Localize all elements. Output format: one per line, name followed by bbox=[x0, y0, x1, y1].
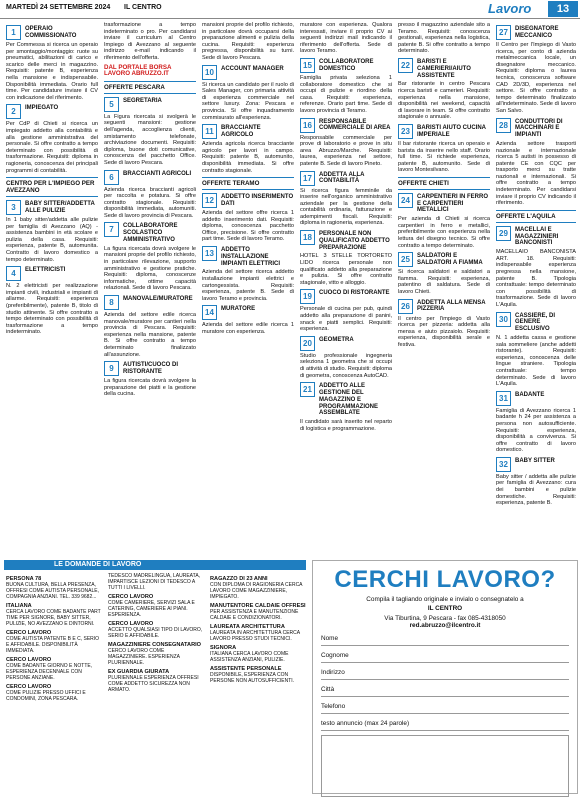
request-heading: MAGAZZINIERE CONSEGNATARIO bbox=[108, 642, 202, 648]
request-heading: ITALIANA bbox=[6, 603, 32, 609]
ad-number: 7 bbox=[104, 222, 119, 237]
ad-continuation: presso il magazzino aziendale sito a Teramo. Requisiti: conoscenza gestionali, esperienza nella logistica, patente B. Si offre contratto a tempo determinato. bbox=[398, 22, 490, 55]
request-text: ACCETTO QUALSIASI TIPO DI LAVORO, SERIO E AFFIDABILE. bbox=[108, 627, 203, 639]
ad-number: 2 bbox=[6, 104, 21, 119]
ad-body: HOTEL 3 STELLE TORTORETO LIDO ricerca personale non qualificato addetto alla preparazione e pulizia. Si offre contratto stagionale, vitto e alloggio. bbox=[300, 253, 392, 286]
ad-number: 26 bbox=[398, 299, 413, 314]
ad-body: Famiglia privata seleziona 1 collaboratore domestico che si occupi di pulizie e riordino della casa. Requisiti: esperienza, referenze. Orario part time. Sede di lavoro provincia di Teramo. bbox=[300, 74, 392, 114]
ad-title: BABY SITTER bbox=[515, 457, 555, 464]
request-text: COME PULIZIE PRESSO UFFICI E CONDOMINI, ZONA PESCARA. bbox=[6, 690, 86, 702]
page-number: 13 bbox=[548, 1, 578, 17]
ad-title: BARISTI E CAMERIERI/AIUTO ASSISTENTE bbox=[417, 58, 471, 79]
ad-body: Azienda del settore offre ricerca 1 addetto inserimento dati. Requisiti: diploma, conoscenza pacchetto Office, precisione. Si offre contratto part time. Sede di lavoro Teramo. bbox=[202, 210, 294, 243]
ad-title: SEGRETARIA bbox=[123, 97, 162, 104]
request-text: CERCA LAVORO COME BADANTE PART TIME PER SIGNORE, BABY SITTER, PULIZIE, NO AVEZZANO E DINTORNI. bbox=[6, 609, 101, 627]
ad-body: Azienda ricerca braccianti agricoli per raccolta e potatura. Si offre contratto stagionale. Requisiti: disponibilità immediata, automuniti. Sede di lavoro provincia di Pescara. bbox=[104, 186, 196, 219]
ad-heading bbox=[496, 312, 576, 333]
section-banner: OFFERTE TERAMO bbox=[202, 177, 294, 190]
request-text: PLURIENNALE ESPERIENZA OFFRESI COME ADDETTO SICUREZZA NON ARMATO. bbox=[108, 675, 199, 693]
ad-number: 15 bbox=[300, 58, 315, 73]
form-email: red.abruzzo@ilcentro.it bbox=[409, 622, 481, 629]
form-field-città[interactable]: Città bbox=[321, 680, 569, 697]
ad-title: CONDUTTORI DI MACCHINARI E IMPIANTI bbox=[515, 118, 563, 139]
ad-heading bbox=[104, 222, 196, 243]
ad-number: 16 bbox=[300, 118, 315, 133]
requests-column-c bbox=[210, 573, 306, 793]
ad-number: 21 bbox=[300, 382, 315, 397]
ad-number: 8 bbox=[104, 295, 119, 310]
form-address: Via Tiburtina, 9 Pescara - fax 085-4318050 bbox=[384, 615, 506, 622]
request-heading: LAUREATA ARCHITETTURA bbox=[210, 624, 285, 630]
ad-title: ADDETTO ALLE GESTIONE DEL MAGAZZINO E PROGRAMMAZIONE ASSEMBLATE bbox=[319, 383, 378, 417]
ad-title: ADDETTA ALLA MENSA PIZZERIA bbox=[417, 299, 486, 313]
form-field-nome[interactable]: Nome bbox=[321, 629, 569, 646]
ad-title: DISEGNATORE MECCANICO bbox=[515, 26, 559, 39]
ad-heading bbox=[300, 336, 392, 351]
ad-body: Azienda settore trasporti nazionale e internazionale ricerca 5 autisti in possesso di patente CE con CQC per trasporto merci su tratte nazionali e internazionali. Si offre contratto a tempo indeterminato. Per candidarsi inviare il proprio CV indicando il riferimento. bbox=[496, 140, 576, 207]
section-banner: OFFERTE CHIETI bbox=[398, 177, 490, 190]
request-heading: CERCO LAVORO bbox=[108, 621, 154, 627]
request-text: DISPONIBILE, ESPERIENZA CON PERSONE NON AUTOSUFFICIENTI. bbox=[210, 672, 295, 684]
ad-body: Si ricerca un candidato per il ruolo di Sales Manager, con primaria attività di esperienza commerciale nel settore luxury. Zona: Pescara e provincia. Si offre inquadramento commisurato all'esperienza. bbox=[202, 81, 294, 121]
ad-body: N. 1 addetta cassa e gestione sala sommeliere (anche addetti ristorante). Requisiti: esperienza, conoscenza delle lingue straniere. Tipologia contrattuale: tempo determinato. Sede di lavoro L'Aquila. bbox=[496, 334, 576, 388]
ad-heading bbox=[496, 391, 576, 406]
ad-number: 12 bbox=[202, 193, 217, 208]
ad-heading bbox=[398, 252, 490, 267]
ad-heading bbox=[398, 193, 490, 214]
ad-heading bbox=[300, 289, 392, 304]
ad-title: COLLABORATORE SCOLASTICO AMMINISTRATIVO bbox=[123, 223, 178, 244]
ad-title: COLLABORATORE DOMESTICO bbox=[319, 58, 374, 72]
ad-number: 30 bbox=[496, 312, 511, 327]
ad-title: MACELLAI E MAGAZZINIERI BANCONISTI bbox=[515, 226, 559, 247]
request-heading: CERCO LAVORO bbox=[6, 630, 52, 636]
request-text: COME AUTISTA PATENTE B E C, SERIO E AFFIDABILE. DISPONIBILITÀ IMMEDIATA. bbox=[6, 636, 100, 654]
request-heading: MANUTENTORE CALDAIE OFFRESI bbox=[210, 603, 306, 609]
ad-heading bbox=[398, 124, 490, 139]
ad-number: 11 bbox=[202, 124, 217, 139]
ad-heading bbox=[6, 266, 98, 281]
ad-heading bbox=[398, 58, 490, 79]
ad-title: IMPIEGATO bbox=[25, 105, 59, 112]
ad-body: Il centro per l'impiego di Vasto ricerca per pizzeria: addetta alla mensa e aiuto pizzaiolo. Requisiti: esperienza, disponibilità serale e festiva. bbox=[398, 315, 490, 348]
form-textarea-label: testo annuncio (max 24 parole) bbox=[321, 714, 569, 731]
ad-heading bbox=[496, 226, 576, 247]
ad-heading bbox=[202, 65, 294, 80]
ad-body: Per azienda di Chieti si ricerca carpentieri in ferro e metallici, preferibilmente con esperienza nella lettura del disegno tecnico. Si offre contratto a tempo determinato. bbox=[398, 216, 490, 249]
form-field-cognome[interactable]: Cognome bbox=[321, 646, 569, 663]
column-1 bbox=[6, 22, 98, 557]
ad-heading bbox=[6, 200, 98, 215]
ad-heading bbox=[6, 25, 98, 40]
request-text: TEDESCO MADRELINGUA, LAUREATA, IMPARTISCE LEZIONI DI TEDESCO A TUTTI I LIVELLI. bbox=[108, 573, 201, 591]
request-heading: EX GUARDIA GIURATA bbox=[108, 669, 170, 675]
ad-number: 19 bbox=[300, 289, 315, 304]
ad-title: CARPENTIERI IN FERRO E CARPENTIERI METALLICI bbox=[417, 193, 489, 214]
request-heading: CERCO LAVORO bbox=[108, 594, 154, 600]
ad-body: Famiglia di Avezzano ricerca 1 badante h 24 per assistenza a persona non autosufficiente. Requisiti: esperienza, disponibilità a convivenza. Si offre contratto di lavoro domestico. bbox=[496, 407, 576, 454]
ad-heading bbox=[202, 193, 294, 208]
ad-continuation: muratore con esperienza. Qualora interessati, inviare il proprio CV ai seguenti indirizzi mail indicando il riferimento dell'offerta. Sede di lavoro Teramo. bbox=[300, 22, 392, 55]
ad-heading bbox=[300, 382, 392, 417]
header-date: MARTEDÌ 24 SETTEMBRE 2024 bbox=[6, 4, 111, 11]
request-heading: SIGNORA bbox=[210, 645, 237, 651]
ad-body: La Figura ricercata si svolgerà le seguenti mansioni: gestione dell'agenda, accoglienza clienti, smistamento telefonate, archiviazione documenti. Requisiti: diploma, buone doti comunicative, conoscenza del pacchetto Office. Sede di lavoro Pescara. bbox=[104, 113, 196, 166]
ad-body: Personale di cucina per pub, quindi addetto alla preparazione di panini, snack e piatti semplici. Requisiti: esperienza. bbox=[300, 306, 392, 333]
ad-number: 28 bbox=[496, 118, 511, 133]
ad-title: RESPONSABILE COMMERCIALE DI AREA bbox=[319, 118, 391, 132]
header-brand: IL CENTRO bbox=[124, 4, 162, 11]
ad-title: OPERAIO COMMISSIONATO bbox=[25, 26, 77, 39]
ad-number: 32 bbox=[496, 457, 511, 472]
form-field-indirizzo[interactable]: Indirizzo bbox=[321, 663, 569, 680]
section-banner: OFFERTE PESCARA bbox=[104, 81, 196, 94]
ad-title: BADANTE bbox=[515, 391, 545, 398]
ad-title: SALDATORI E SALDATORI A FIAMMA bbox=[417, 253, 483, 267]
ad-body: Per CdP di Chieti si ricerca un impiegato addetto alla contabilità e alla gestione amministrativa del personale. Si offre contratto a tempo determinato con possibilità di trasformazione. Requisiti: diploma in ragioneria, conoscenza dei principali programmi di contabilità. bbox=[6, 121, 98, 174]
ad-heading bbox=[104, 295, 196, 310]
request-text: COME CAMERIERE, SERVIZI SALA E CATERING, CAMERIERE AI PIANI. ESPERIENZA. bbox=[108, 600, 195, 618]
ad-body: Studio professionale ingegneria seleziona 1 geometra che si occupi di attività di studio. Requisiti: diploma di geometra, conoscenza AutoCAD. bbox=[300, 352, 392, 379]
ad-continuation: trasformazione a tempo indeterminato o pro. Per candidarsi inviare il curriculum al Centro Impiego di Avezzano al seguente indirizzo e-mail indicando il riferimento dell'offerta. bbox=[104, 22, 196, 61]
request-heading: CERCO LAVORO bbox=[6, 657, 52, 663]
ad-heading bbox=[496, 118, 576, 139]
ad-body: Azienda del settore edile ricerca 1 muratore con esperienza. bbox=[202, 322, 294, 336]
ad-title: GEOMETRA bbox=[319, 336, 354, 343]
ad-title: ADDETTO INSTALLAZIONE IMPIANTI ELETTRICI bbox=[221, 247, 280, 267]
ad-number: 29 bbox=[496, 226, 511, 241]
ad-number: 4 bbox=[6, 266, 21, 281]
ad-body: Azienda del settore edile ricerca manovale/muratore per cantieri nella provincia di Pescara. Requisiti: esperienza nella mansione, patente B. Si offre contratto a tempo determinato finalizzato all'assunzione. bbox=[104, 312, 196, 358]
ad-heading bbox=[300, 118, 392, 133]
ad-heading bbox=[104, 361, 196, 376]
ad-body: Si ricerca saldatori e saldatori a fiamma. Requisiti: esperienza, patentino di saldatura. Sede di lavoro Chieti. bbox=[398, 269, 490, 296]
ad-body: Si ricerca figura femminile da inserire nell'organico amministrativo aziendale per la gestione della contabilità ordinaria, fatturazione e adempimenti fiscali. Requisiti: diploma in ragioneria, esperienza. bbox=[300, 187, 392, 227]
request-heading: ASSISTENTE PERSONALE bbox=[210, 666, 282, 672]
ad-heading bbox=[104, 170, 196, 185]
ad-number: 14 bbox=[202, 305, 217, 320]
column-4 bbox=[300, 22, 392, 557]
ad-number: 23 bbox=[398, 124, 413, 139]
request-text: COME BADANTE GIORNO E NOTTE, ESPERIENZA DECENNALE CON PERSONE ANZIANE. bbox=[6, 663, 93, 681]
request-text: LAUREATA IN ARCHITETTURA CERCA LAVORO PRESSO STUDI TECNICI. bbox=[210, 630, 300, 642]
ad-title: CUOCO DI RISTORANTE bbox=[319, 290, 390, 297]
ad-body: Il candidato sarà inserito nel reparto di logistica e programmazione. bbox=[300, 419, 392, 432]
page-header bbox=[0, 0, 580, 19]
section-title: Lavoro bbox=[488, 1, 532, 16]
ad-number: 17 bbox=[300, 171, 315, 186]
ad-number: 24 bbox=[398, 193, 413, 208]
ad-heading bbox=[398, 299, 490, 314]
ad-title: BRACCIANTE AGRICOLO bbox=[221, 125, 261, 138]
ad-body: N. 2 elettricisti per realizzazione impianti civili, industriali e impianti di allarme. Requisiti: esperienza (preferibilmente), patente B, titolo di studio attinente. Si offre contratto a tempo determinato con possibilità di trasformazione a tempo indeterminato. bbox=[6, 283, 98, 336]
ad-body: MACELLAIO BANCONISTA ART. 18. Requisiti: indispensabile esperienza pregressa nella mansione, patente B. Tipologia contrattuale: tempo determinato con possibilità di trasformazione. Sede di lavoro L'Aquila. bbox=[496, 249, 576, 308]
request-text: PER ASSISTENZA E MANUTENZIONE CALDAIE E CONDIZIONATORI. bbox=[210, 609, 299, 621]
ad-number: 6 bbox=[104, 170, 119, 185]
ad-heading bbox=[300, 58, 392, 73]
ad-title: AUTISTI/CUOCO DI RISTORANTE bbox=[123, 362, 178, 375]
form-subtitle: Compila il tagliando originale e invialo o consegnatelo a bbox=[366, 596, 524, 603]
job-requests-bar: LE DOMANDE DI LAVORO bbox=[4, 560, 306, 570]
ad-heading bbox=[496, 457, 576, 472]
ad-body: Responsabile commerciale per prove di laboratorio e prove in situ area Abruzzo/Marche. Requisiti: laurea, esperienza nel settore, patente B. Sede di lavoro Pineto. bbox=[300, 134, 392, 167]
form-textarea[interactable] bbox=[321, 735, 569, 797]
ad-title: CASSIERE, DI GENERE ESCLUSIVO bbox=[515, 312, 556, 333]
ad-body: Per Commessa si ricerca un operaio per smontaggio/montaggio: ruote su pneumatici, abilitazioni di carico e scarico delle merci in magazzino. Requisiti: patente B, esperienza nella mansione e indispensabile. Disponibilità immediata. Orario full time. Per candidature inviare il CV con indicazione del riferimento. bbox=[6, 42, 98, 101]
ad-body: Il bar ristorante ricerca un operaio e barista da inserire nello staff. Orario full time. Si richiede esperienza, patente B, automunito. Sede di lavoro Montesilvano. bbox=[398, 140, 490, 174]
ad-body: Bar ristorante in centro Pescara ricerca baristi e camerieri. Requisiti: esperienza nella mansione, disponibilità nei weekend, capacità di lavorare in team. Si offre contratto stagionale o annuale. bbox=[398, 81, 490, 121]
ad-title: BRACCIANTI AGRICOLI bbox=[123, 170, 192, 177]
ad-body: Azienda del settore ricerca addetto installazione impianti elettrici e cartongessista. Requisiti: esperienza, patente B. Sede di lavoro Teramo e provincia. bbox=[202, 269, 294, 302]
ad-heading bbox=[104, 97, 196, 112]
ad-heading bbox=[496, 25, 576, 40]
ad-number: 25 bbox=[398, 252, 413, 267]
request-heading: PERSONA 78 bbox=[6, 576, 42, 582]
ad-number: 10 bbox=[202, 65, 217, 80]
ad-title: BARISTI AIUTO CUCINA IMPERIALE bbox=[417, 124, 486, 138]
requests-column-a bbox=[6, 573, 102, 793]
ad-number: 22 bbox=[398, 58, 413, 73]
ad-number: 27 bbox=[496, 25, 511, 40]
request-text: ITALIANA CERCA LAVORO COME ASSISTENZA ANZIANI, PULIZIE. bbox=[210, 651, 289, 663]
section-banner: CENTRO PER L'IMPIEGO PER AVEZZANO bbox=[6, 177, 98, 197]
ad-continuation: mansioni proprie del profilo richiesto, in particolare dovrà occuparsi della preparazione alimenti e pulizia della cucina. Requisiti: esperienza pregressa, disponibilità su turni. Sede di lavoro Pescara. bbox=[202, 22, 294, 61]
request-heading: CERCO LAVORO bbox=[6, 684, 52, 690]
section-banner: OFFERTE L'AQUILA bbox=[496, 210, 576, 223]
request-text: CERCO LAVORO COME MAGAZZINIERE. ESPERIENZA PLURIENNALE. bbox=[108, 648, 180, 666]
ad-number: 20 bbox=[300, 336, 315, 351]
ad-body: La figura ricercata dovrà svolgere la preparazione dei piatti e la gestione della cucina. bbox=[104, 378, 196, 398]
ad-body: In 1 baby sitter/addetta alle pulizie per famiglia di Avezzano (AQ) - assistenza bambini in età scolare e pulizia della casa. Requisiti: esperienza, patente B, automunita. Contratto di lavoro domestico a tempo determinato. bbox=[6, 217, 98, 263]
form-title: CERCHI LAVORO? bbox=[334, 566, 556, 593]
form-field-telefono[interactable]: Telefono bbox=[321, 697, 569, 714]
ad-number: 9 bbox=[104, 361, 119, 376]
ad-title: MANOVALE/MURATORE bbox=[123, 296, 193, 303]
ad-number: 18 bbox=[300, 230, 315, 245]
ad-heading bbox=[202, 124, 294, 139]
ad-number: 3 bbox=[6, 200, 21, 215]
ad-body: Il Centro per l'Impiego di Vasto ricerca, per conto di azienda metalmeccanica locale, un disegnatore meccanico. Requisiti: diploma o laurea tecnica, conoscenza software CAD 2D/3D, esperienza nel settore. Si offre contratto a tempo determinato finalizzato all'indeterminato. Sede di lavoro San Salvo. bbox=[496, 42, 576, 114]
ad-heading bbox=[300, 230, 392, 251]
ad-heading bbox=[300, 171, 392, 186]
column-2 bbox=[104, 22, 196, 557]
ad-number: 1 bbox=[6, 25, 21, 40]
column-5 bbox=[398, 22, 490, 557]
ad-title: BABY SITTER/ADDETTA ALLE PULIZIE bbox=[25, 201, 95, 214]
portal-rubric: DAL PORTALE BORSA LAVORO ABRUZZO.IT bbox=[104, 63, 172, 78]
ad-title: MURATORE bbox=[221, 306, 256, 313]
ad-title: ACCOUNT MANAGER bbox=[221, 65, 284, 72]
ad-title: ADDETTO INSERIMENTO DATI bbox=[221, 194, 294, 207]
requests-column-b bbox=[108, 573, 204, 793]
request-heading: RAGAZZO DI 23 ANNI bbox=[210, 576, 268, 582]
ad-title: ELETTRICISTI bbox=[25, 267, 66, 274]
form-fields bbox=[313, 629, 577, 714]
ad-body: Baby sitter / addetta alle pulizie per famiglia di Avezzano: cura dei bambini e pulizie domestiche. Requisiti: esperienza, patente B. bbox=[496, 473, 576, 507]
ad-title: ADDETTA ALLA CONTABILITÀ bbox=[319, 171, 365, 185]
ad-body: La figura ricercata dovrà svolgere le mansioni proprie del profilo richiesto, in particolare rilevazione, supporto amministrativo e gestione pratiche. Requisiti: diploma, conoscenze informatiche, ottime capacità relazionali. Sede di lavoro Pescara. bbox=[104, 245, 196, 292]
job-request-form bbox=[312, 560, 578, 794]
request-text: BUONA CULTURA, BELLA PRESENZA, OFFRESI COME AUTISTA PERSONALE, COMPAGNIA ANZIANI. TEL. 339 9682... bbox=[6, 582, 99, 600]
ad-title: PERSONALE NON QUALIFICATO ADDETTO PREPARAZIONE bbox=[319, 231, 390, 251]
ad-number: 5 bbox=[104, 97, 119, 112]
ad-heading bbox=[202, 305, 294, 320]
ad-heading bbox=[202, 246, 294, 267]
ad-number: 13 bbox=[202, 246, 217, 261]
form-publisher: IL CENTRO bbox=[427, 605, 463, 612]
request-text: CON DIPLOMA DI RAGIONERIA CERCA LAVORO COME MAGAZZINIERE, IMPIEGATO. bbox=[210, 582, 303, 600]
ad-number: 31 bbox=[496, 391, 511, 406]
ad-heading bbox=[6, 104, 98, 119]
ad-body: Azienda agricola ricerca bracciante agricolo per lavori in campo. Requisiti: patente B, automunito, disponibilità immediata. Si offre contratto stagionale. bbox=[202, 141, 294, 174]
column-3 bbox=[202, 22, 294, 557]
